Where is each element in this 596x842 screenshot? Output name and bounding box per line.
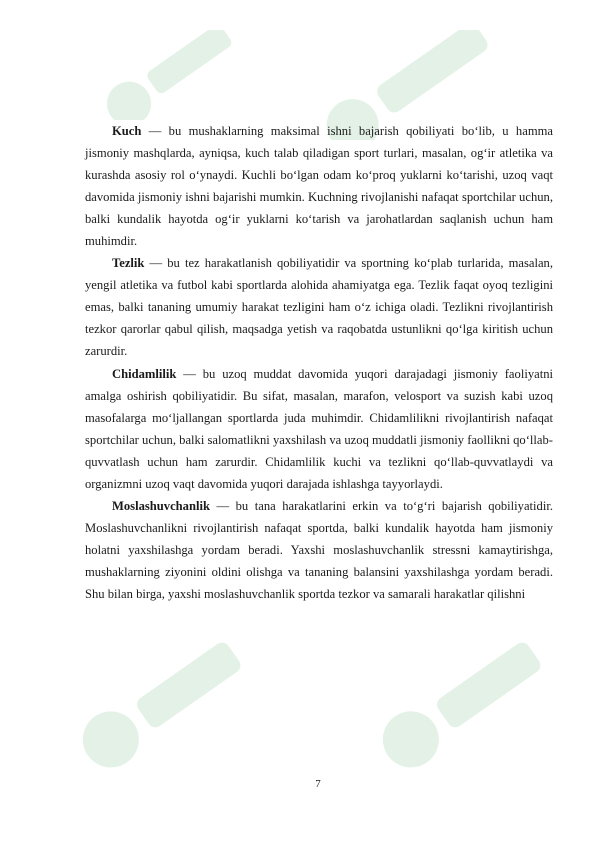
term-moslashuvchanlik: Moslashuvchanlik bbox=[112, 498, 210, 513]
paragraph-text: — bu uzoq muddat davomida yuqori darajadagi jismoniy faoliyatni amalga oshirish qobiliyatidir. Bu sifat, masalan, marafon, velosport va suzish kabi uzoq masofalarga mo‘ljallangan sportlarda juda muhimdir. Chidamlilikni rivojlantirish nafaqat sportchilar uchun, balki salomatlikni yaxshilash va uzoq muddatli jismoniy faollikni qo‘llab-quvvatlash uchun ham zarurdir. Chidamlilik kuchi va tezlikni qo‘llab-quvvatlaydi va organizmni uzoq vaqt davomida yuqori darajada ishlashga tayyorlaydi. bbox=[85, 366, 553, 491]
watermark-logo-icon bbox=[80, 30, 260, 120]
paragraph-text: — bu tez harakatlanish qobiliyatidir va sportning ko‘plab turlarida, masalan, yengil atletika va futbol kabi sportlarda alohida ahamiyatga ega. Tezlik faqat oyoq tezligini emas, balki tananing umumiy harakat tezligini ham o‘z ichiga oladi. Tezlikni rivojlantirish tezkor qarorlar qabul qilish, maqsadga yetish va raqobatda ustunlikni qo‘lga kiritish uchun zarurdir. bbox=[85, 256, 553, 359]
term-chidamlilik: Chidamlilik bbox=[112, 366, 177, 381]
paragraph-tezlik bbox=[85, 252, 553, 362]
term-kuch: Kuch bbox=[112, 124, 142, 138]
paragraph-kuch bbox=[85, 120, 553, 252]
paragraph-text: — bu tana harakatlarini erkin va to‘g‘ri bajarish qobiliyatidir. Moslashuvchanlikni rivojlantirish nafaqat sportda, balki kundalik hayotda ham jismoniy holatni yaxshilashga yordam beradi. Yaxshi moslashuvchanlik stressni kamaytirishga, mushaklarning ziyonini oldini olishga va tananing balansini yaxshilashga yordam beradi. Shu bilan birga, yaxshi moslashuvchanlik sportda tezkor va samarali harakatlar qilishni bbox=[85, 498, 553, 601]
paragraph-text: — bu mushaklarning maksimal ishni bajarish qobiliyati bo‘lib, u hamma jismoniy mashqlarda, ayniqsa, kuch talab qiladigan sport turlari, masalan, og‘ir atletika va kurashda asosiy rol o‘ynaydi. Kuchli bo‘lgan odam ko‘proq yuklarni ko‘tarishi, uzoq vaqt davomida jismoniy ishni bajarishi mumkin. Kuchning rivojlanishi nafaqat sportchilar uchun, balki kundalik hayotda og‘ir yuklarni ko‘tarish va jarohatlardan saqlanish uchun ham muhimdir. bbox=[85, 124, 553, 249]
watermark-logo-icon bbox=[60, 640, 260, 770]
page-number: 7 bbox=[315, 778, 321, 790]
watermark-logo-icon bbox=[360, 640, 560, 770]
paragraph-chidamlilik bbox=[85, 363, 553, 495]
term-tezlik: Tezlik bbox=[112, 256, 145, 271]
body-text bbox=[85, 120, 553, 605]
paragraph-moslashuvchanlik bbox=[85, 495, 553, 605]
